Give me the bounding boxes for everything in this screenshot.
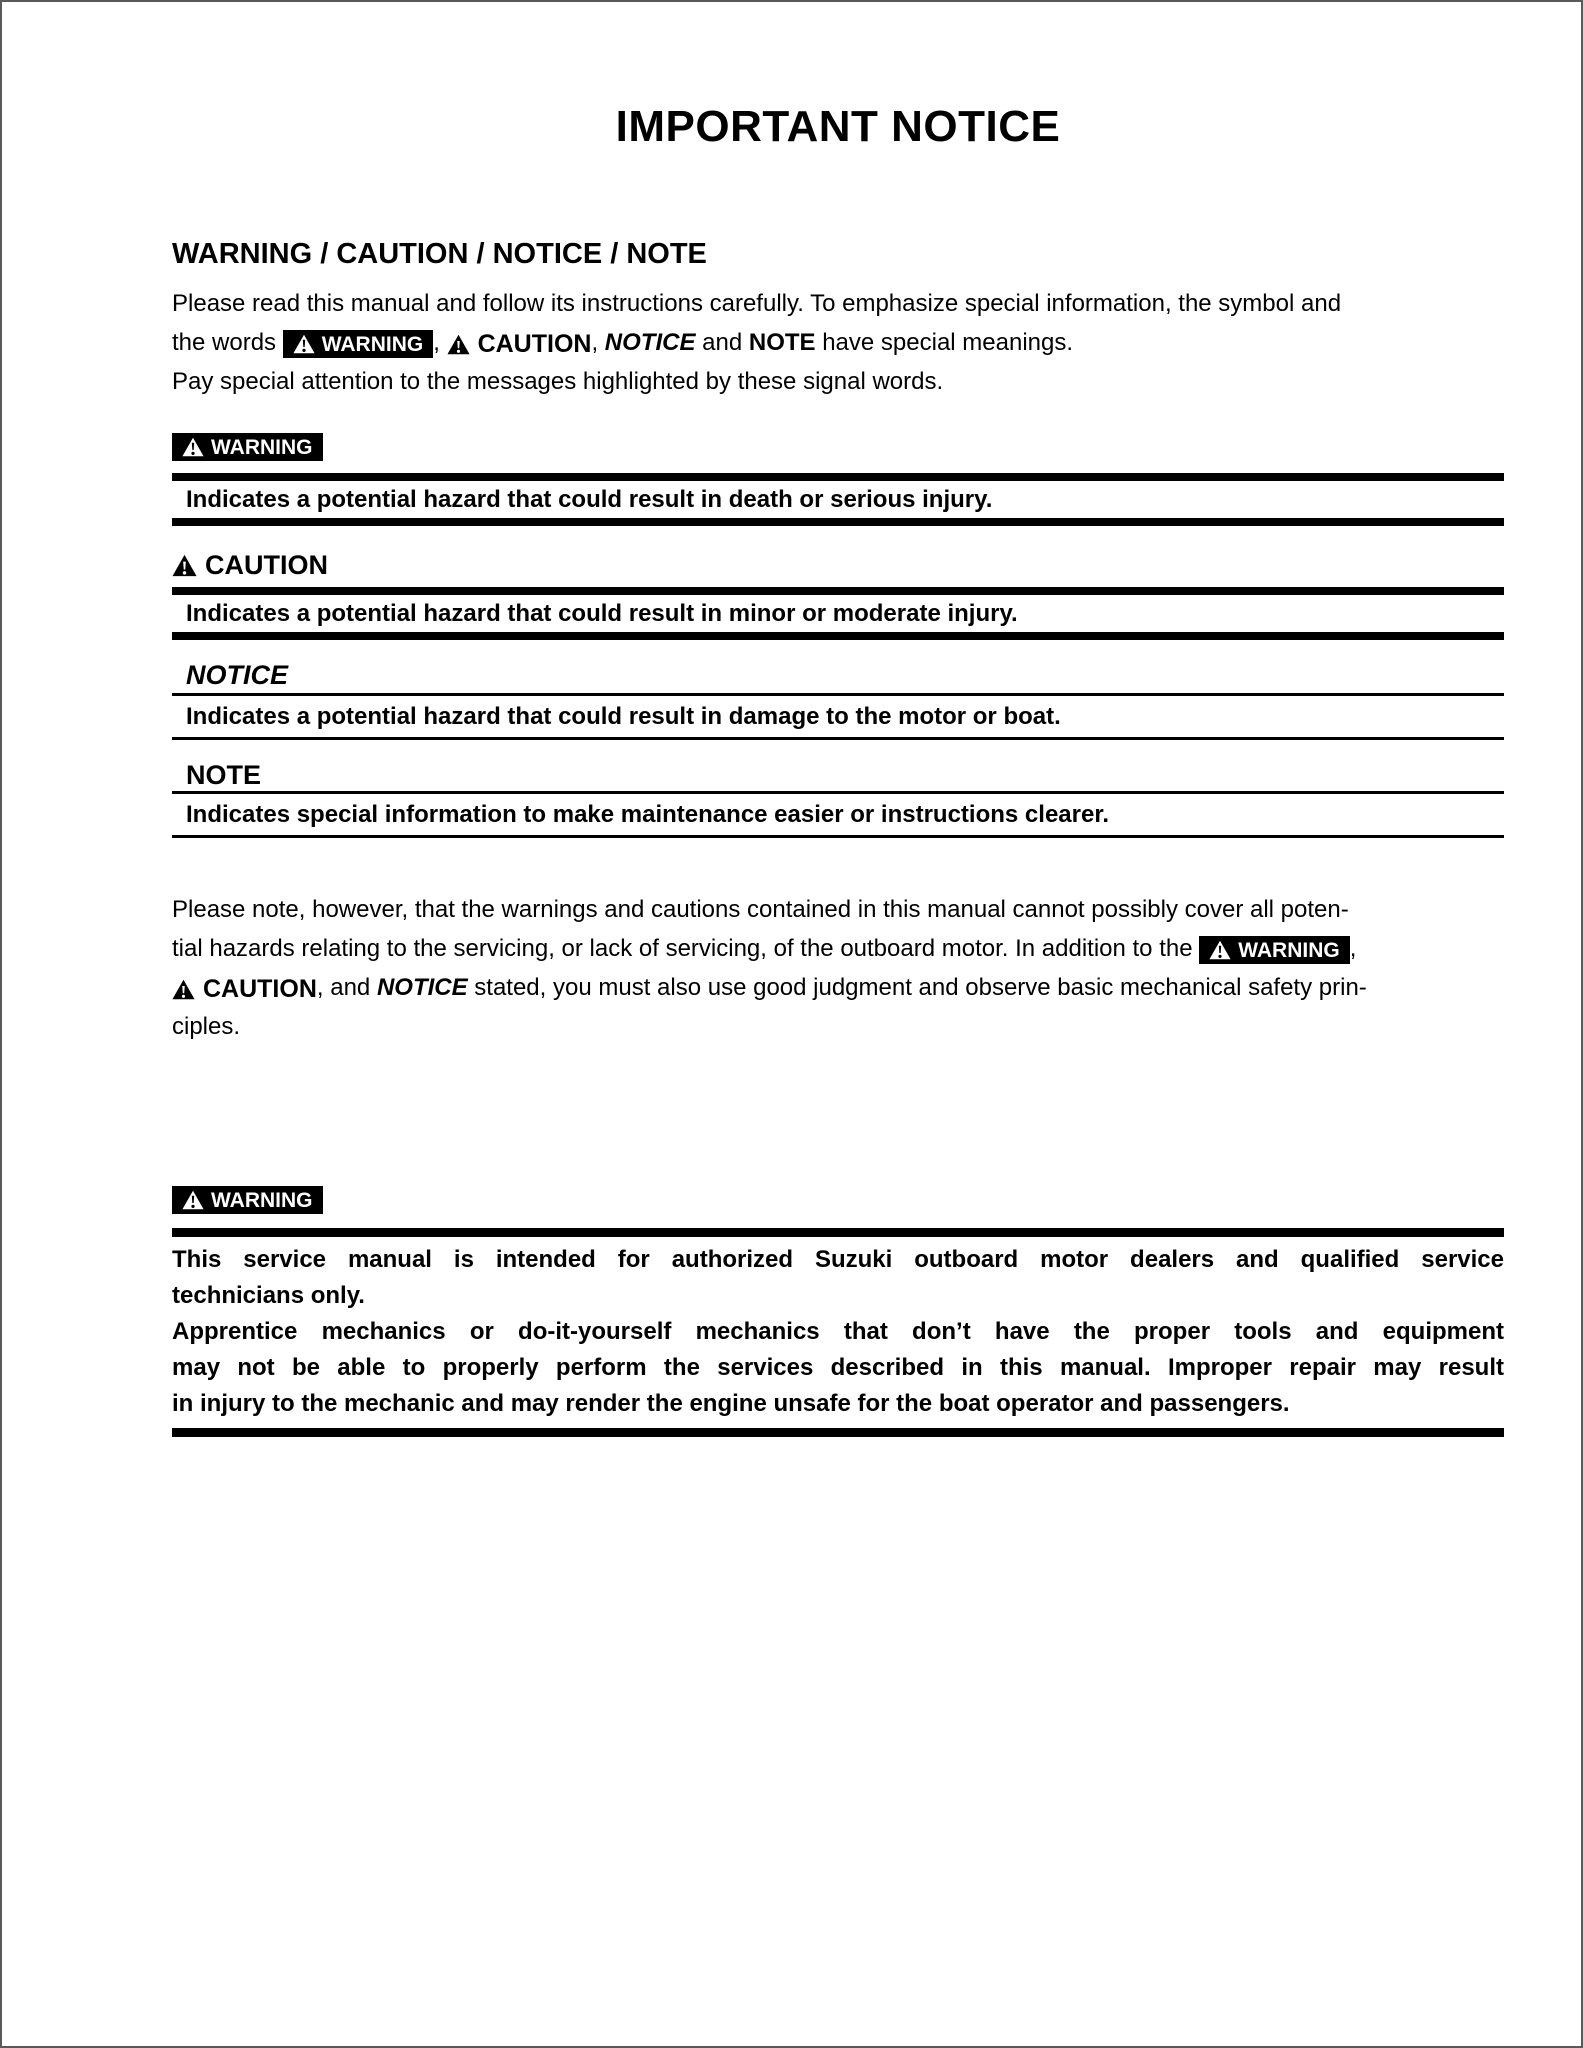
intro-text: ,: [591, 329, 605, 357]
warning-badge: [172, 433, 323, 461]
notice-section-heading: [172, 660, 1504, 691]
intro-text: and: [695, 329, 749, 357]
caution-signal: [172, 974, 317, 1003]
body-paragraph: [172, 890, 1504, 1046]
intro-line: Please read this manual and follow its instructions carefully. To emphasize special information, the symbol and: [172, 290, 1342, 318]
warning-definition-text: Indicates a potential hazard that could result in death or serious injury.: [186, 486, 993, 514]
body-line: ciples.: [172, 1013, 241, 1041]
body-text: stated, you must also use good judgment and observe basic mechanical safety prin-: [467, 974, 1367, 1002]
body-line: Please note, however, that the warnings and cautions contained in this manual cannot possibly cover all poten-: [172, 896, 1349, 924]
note-label: NOTE: [186, 760, 262, 791]
intro-paragraph: [172, 284, 1504, 401]
warning-badge-label: WARNING: [211, 435, 313, 459]
bottom-warning-line: Apprentice mechanics or do-it-yourself mechanics that don’t have the proper tools and equipment: [172, 1318, 1504, 1346]
body-text: ,: [1349, 935, 1357, 963]
caution-triangle-icon: [172, 979, 195, 1000]
page-content: [172, 102, 1504, 1437]
warning-triangle-icon: [182, 1190, 204, 1210]
notice-label: NOTICE: [376, 974, 468, 1002]
intro-text: ,: [433, 329, 447, 357]
warning-definition: [172, 473, 1504, 526]
warning-triangle-icon: [293, 334, 315, 354]
intro-text: have special meanings.: [815, 329, 1074, 357]
intro-line: Pay special attention to the messages highlighted by these signal words.: [172, 368, 944, 396]
caution-signal: [172, 552, 328, 579]
body-text: , and: [316, 974, 377, 1002]
bottom-warning-line: technicians only.: [172, 1282, 365, 1310]
warning-badge: [283, 330, 434, 358]
note-definition-text: Indicates special information to make maintenance easier or instructions clearer.: [186, 801, 1110, 829]
bottom-warning-line: in injury to the mechanic and may render the engine unsafe for the boat operator and passengers.: [172, 1390, 1290, 1418]
caution-definition: [172, 587, 1504, 640]
intro-line: [172, 323, 1504, 362]
caution-signal: [447, 329, 592, 358]
warning-triangle-icon: [1209, 940, 1231, 960]
bottom-warning-line: may not be able to properly perform the services described in this manual. Improper repair may result: [172, 1354, 1504, 1382]
bottom-warning-box: [172, 1228, 1504, 1437]
warning-badge: [1199, 936, 1350, 964]
warning-badge-label: WARNING: [211, 1188, 313, 1212]
body-line: [172, 929, 1504, 968]
notice-definition-text: Indicates a potential hazard that could result in damage to the motor or boat.: [186, 703, 1061, 731]
notice-definition: [172, 693, 1504, 740]
bottom-warning-heading: [172, 1186, 1504, 1214]
caution-label: CAUTION: [477, 329, 592, 358]
notice-label: NOTICE: [186, 660, 289, 691]
body-line: [172, 968, 1504, 1007]
body-text: tial hazards relating to the servicing, or lack of servicing, of the outboard motor. In addition to the: [172, 935, 1200, 963]
notice-label: NOTICE: [604, 329, 696, 357]
intro-text: the words: [172, 329, 283, 357]
warning-badge-label: WARNING: [1238, 938, 1340, 962]
warning-triangle-icon: [182, 437, 204, 457]
caution-triangle-icon: [172, 554, 197, 577]
bottom-warning-line: This service manual is intended for authorized Suzuki outboard motor dealers and qualified service: [172, 1246, 1504, 1274]
caution-label: CAUTION: [203, 974, 317, 1003]
warning-badge: [172, 1186, 323, 1214]
page-title: IMPORTANT NOTICE: [615, 102, 1061, 151]
caution-label: CAUTION: [205, 550, 328, 581]
caution-section-heading: [172, 552, 1504, 579]
warning-section-heading: [172, 433, 1504, 461]
note-label: NOTE: [748, 329, 816, 357]
caution-triangle-icon: [447, 334, 470, 355]
warning-badge-label: WARNING: [321, 332, 424, 356]
note-definition: [172, 791, 1504, 838]
section-heading: WARNING / CAUTION / NOTICE / NOTE: [172, 237, 707, 270]
note-section-heading: [172, 760, 1504, 791]
caution-definition-text: Indicates a potential hazard that could result in minor or moderate injury.: [186, 600, 1018, 628]
